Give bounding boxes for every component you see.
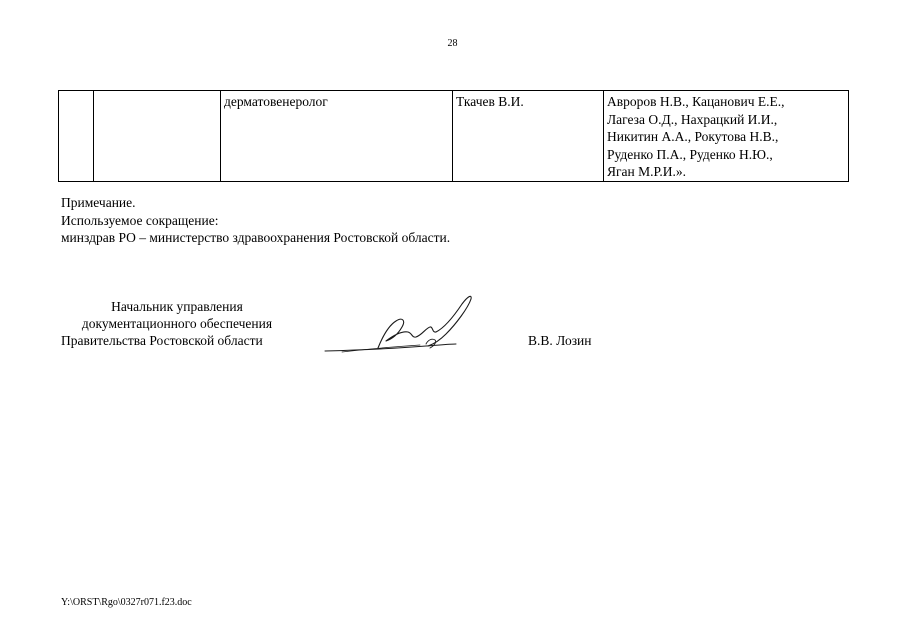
table-cell-specialty: дерматовенеролог [221, 91, 453, 182]
note-abbr-text: минздрав РО – министерство здравоохранения Ростовской области. [61, 230, 451, 245]
member-line: Лагеза О.Д., Нахрацкий И.И., [607, 111, 778, 127]
signer-position-line: Начальник управления [111, 299, 243, 314]
table-cell-head: Ткачев В.И. [453, 91, 604, 182]
member-line: Никитин А.А., Рокутова Н.В., [607, 129, 779, 144]
member-line: Яган М.Р.И.». [607, 164, 686, 179]
commission-table [58, 90, 849, 182]
page-number: 28 [447, 38, 458, 49]
member-line: Авроров Н.В., Кацанович Е.Е., [607, 94, 785, 109]
note-block [61, 194, 450, 247]
signer-position [61, 298, 293, 349]
signer-position-line: документационного обеспечения [81, 316, 273, 331]
file-path: Y:\ORST\Rgo\0327r071.f23.doc [61, 597, 192, 608]
signer-position-line: Правительства Ростовской области [61, 333, 263, 348]
note-title: Примечание. [61, 195, 136, 210]
note-abbr-heading: Используемое сокращение: [61, 212, 219, 228]
table-cell-number [59, 91, 94, 182]
signer-name: В.В. Лозин [528, 333, 592, 348]
handwritten-signature [322, 290, 482, 360]
table-cell-empty [94, 91, 221, 182]
member-line: Руденко П.А., Руденко Н.Ю., [607, 146, 773, 162]
table-cell-members [604, 91, 849, 182]
table-row [59, 91, 849, 182]
